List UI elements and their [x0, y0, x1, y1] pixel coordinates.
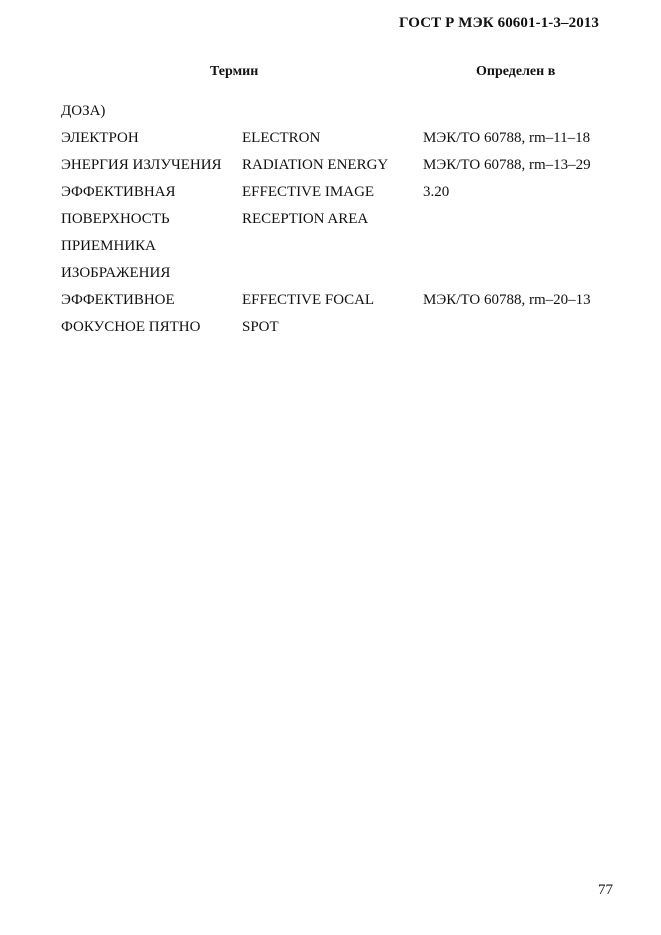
term-reference: МЭК/ТО 60788, rm–20–13	[423, 292, 591, 308]
term-english: RADIATION ENERGY	[242, 157, 389, 173]
term-english: ELECTRON	[242, 130, 321, 146]
term-russian: ЭФФЕКТИВНОЕ	[61, 292, 175, 308]
term-english: SPOT	[242, 319, 279, 335]
document-header: ГОСТ Р МЭК 60601-1-3–2013	[399, 15, 599, 31]
column-header-term: Термин	[210, 64, 259, 79]
table-row	[61, 183, 621, 210]
table-row	[61, 102, 621, 129]
page-number: 77	[598, 882, 613, 898]
term-russian: ПОВЕРХНОСТЬ	[61, 211, 170, 227]
term-english: EFFECTIVE FOCAL	[242, 292, 375, 308]
term-russian: ФОКУСНОЕ ПЯТНО	[61, 319, 201, 335]
table-row	[61, 129, 621, 156]
term-reference: МЭК/ТО 60788, rm–11–18	[423, 130, 591, 146]
term-russian: ПРИЕМНИКА	[61, 238, 157, 254]
term-russian: ЭФФЕКТИВНАЯ	[61, 184, 176, 200]
term-russian: ДОЗА)	[61, 103, 106, 119]
term-russian: ИЗОБРАЖЕНИЯ	[61, 265, 171, 281]
term-english: EFFECTIVE IMAGE	[242, 184, 375, 200]
table-row	[61, 156, 621, 183]
column-header-defined-in: Определен в	[476, 64, 556, 79]
term-reference: МЭК/ТО 60788, rm–13–29	[423, 157, 591, 173]
table-row	[61, 210, 621, 237]
term-russian: ЭЛЕКТРОН	[61, 130, 139, 146]
table-row	[61, 318, 621, 345]
terms-table	[61, 102, 621, 345]
table-row	[61, 264, 621, 291]
term-english: RECEPTION AREA	[242, 211, 369, 227]
term-russian: ЭНЕРГИЯ ИЗЛУЧЕНИЯ	[61, 157, 222, 173]
table-row	[61, 291, 621, 318]
term-reference: 3.20	[423, 184, 450, 200]
table-row	[61, 237, 621, 264]
